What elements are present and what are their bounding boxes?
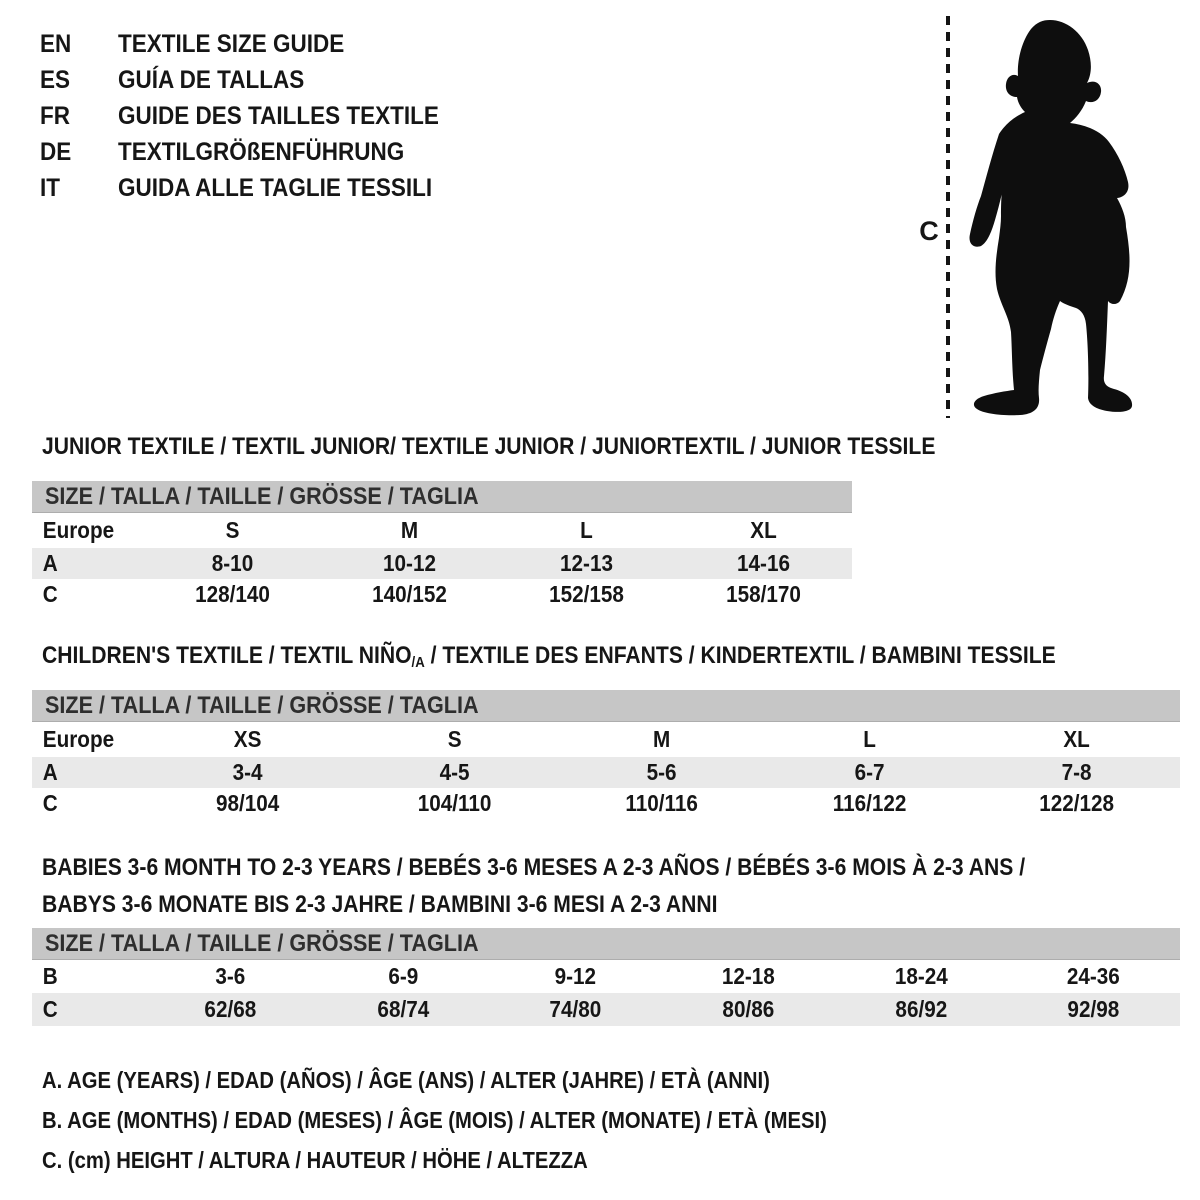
language-title: TEXTILGRÖßENFÜHRUNG [118, 137, 405, 166]
size-header-bar [32, 928, 1180, 960]
table-row-c [32, 993, 1180, 1026]
row-label: C [42, 996, 58, 1022]
language-row [40, 134, 475, 170]
value-cell: 8-10 [211, 550, 254, 576]
size-cell: S [225, 517, 240, 543]
value-cell: 116/122 [832, 790, 907, 816]
value-cell: 10-12 [383, 550, 436, 576]
babies-size-table [32, 928, 1180, 1026]
value-cell: 9-12 [554, 963, 597, 989]
language-row [40, 62, 475, 98]
language-title: GUIDE DES TAILLES TEXTILE [118, 101, 439, 130]
language-code: DE [40, 137, 72, 166]
value-cell: 3-6 [215, 963, 246, 989]
size-header-bar [32, 481, 852, 513]
value-cell: 68/74 [377, 996, 429, 1022]
value-cell: 3-4 [232, 759, 263, 785]
value-cell: 6-9 [388, 963, 418, 989]
value-cell: 92/98 [1067, 996, 1120, 1022]
table-row-a [32, 548, 852, 579]
value-cell: 158/170 [726, 581, 801, 607]
row-label: B [42, 963, 58, 989]
section-title-babies [42, 849, 1159, 923]
value-cell: 140/152 [372, 581, 447, 607]
language-code: ES [40, 65, 71, 94]
value-cell: 12-13 [560, 550, 613, 576]
note-b [42, 1100, 934, 1140]
language-code: FR [40, 101, 70, 130]
junior-size-table [32, 481, 852, 610]
value-cell: 104/110 [417, 790, 492, 816]
note-b-text: B. AGE (MONTHS) / EDAD (MESES) / ÂGE (MOIS) / ALTER (MONATE) / ETÀ (MESI) [42, 1107, 827, 1133]
value-cell: 152/158 [549, 581, 624, 607]
section-title-junior-text: JUNIOR TEXTILE / TEXTIL JUNIOR/ TEXTILE JUNIOR / JUNIORTEXTIL / JUNIOR TESSILE [42, 433, 936, 460]
children-size-table [32, 690, 1180, 819]
language-title: GUÍA DE TALLAS [118, 65, 305, 94]
table-row-c [32, 788, 1180, 819]
table-row-c [32, 579, 852, 610]
size-header-text: SIZE / TALLA / TAILLE / GRÖSSE / TAGLIA [45, 692, 479, 719]
language-row [40, 98, 475, 134]
row-label: A [42, 759, 58, 785]
row-label: C [42, 790, 58, 816]
table-row-a [32, 757, 1180, 788]
size-cell: L [580, 517, 593, 543]
size-cell: XL [1063, 726, 1090, 752]
size-cell: S [447, 726, 462, 752]
size-cell: XL [750, 517, 777, 543]
note-c-text: C. (cm) HEIGHT / ALTURA / HAUTEUR / HÖHE / ALTEZZA [42, 1147, 588, 1173]
value-cell: 6-7 [854, 759, 885, 785]
value-cell: 12-18 [721, 963, 775, 989]
size-cell: M [400, 517, 419, 543]
size-cell: L [862, 726, 876, 752]
title-part: CHILDREN'S TEXTILE / TEXTIL NIÑO [42, 642, 412, 669]
toddler-silhouette [968, 18, 1136, 418]
table-row-region [32, 513, 852, 548]
value-cell: 62/68 [204, 996, 257, 1022]
section-title-children-text [42, 641, 1056, 678]
language-code: IT [40, 173, 60, 202]
language-row [40, 170, 475, 206]
section-title-babies-line2: BABYS 3-6 MONATE BIS 2-3 JAHRE / BAMBINI 3-6 MESI A 2-3 ANNI [42, 891, 718, 918]
legend-notes [42, 1060, 934, 1180]
row-label: Europe [42, 726, 115, 752]
note-a-text: A. AGE (YEARS) / EDAD (AÑOS) / ÂGE (ANS) / ALTER (JAHRE) / ETÀ (ANNI) [42, 1067, 770, 1093]
section-title-children [42, 641, 1194, 678]
value-cell: 122/128 [1039, 790, 1114, 816]
value-cell: 128/140 [195, 581, 270, 607]
value-cell: 74/80 [549, 996, 602, 1022]
value-cell: 24-36 [1067, 963, 1121, 989]
language-code: EN [40, 29, 72, 58]
value-cell: 4-5 [439, 759, 470, 785]
value-cell: 110/116 [625, 790, 699, 816]
value-cell: 98/104 [215, 790, 280, 816]
section-title-babies-line1: BABIES 3-6 MONTH TO 2-3 YEARS / BEBÉS 3-6 MESES A 2-3 AÑOS / BÉBÉS 3-6 MOIS À 2-3 ANS / [42, 854, 1026, 881]
height-measure-label-c: C [919, 216, 939, 246]
note-a [42, 1060, 934, 1100]
language-row [40, 26, 475, 62]
value-cell: 80/86 [722, 996, 775, 1022]
title-subscript: /A [411, 654, 425, 671]
row-label: Europe [42, 517, 115, 543]
section-title-junior [42, 432, 1057, 462]
language-title: TEXTILE SIZE GUIDE [118, 29, 345, 58]
title-part: / TEXTILE DES ENFANTS / KINDERTEXTIL / BAMBINI TESSILE [424, 642, 1056, 669]
size-cell: M [653, 726, 671, 752]
size-header-bar [32, 690, 1180, 722]
note-c [42, 1140, 934, 1180]
table-row-region [32, 722, 1180, 757]
value-cell: 18-24 [894, 963, 948, 989]
value-cell: 14-16 [737, 550, 790, 576]
size-cell: XS [233, 726, 262, 752]
value-cell: 7-8 [1061, 759, 1092, 785]
size-header-text: SIZE / TALLA / TAILLE / GRÖSSE / TAGLIA [45, 930, 479, 957]
row-label: A [42, 550, 58, 576]
table-row-b [32, 960, 1180, 993]
language-title: GUIDA ALLE TAGLIE TESSILI [118, 173, 433, 202]
height-measure-dashed-line [946, 16, 950, 418]
row-label: C [42, 581, 58, 607]
value-cell: 86/92 [895, 996, 947, 1022]
language-header [40, 26, 475, 206]
value-cell: 5-6 [647, 759, 677, 785]
size-header-text: SIZE / TALLA / TAILLE / GRÖSSE / TAGLIA [45, 483, 479, 510]
